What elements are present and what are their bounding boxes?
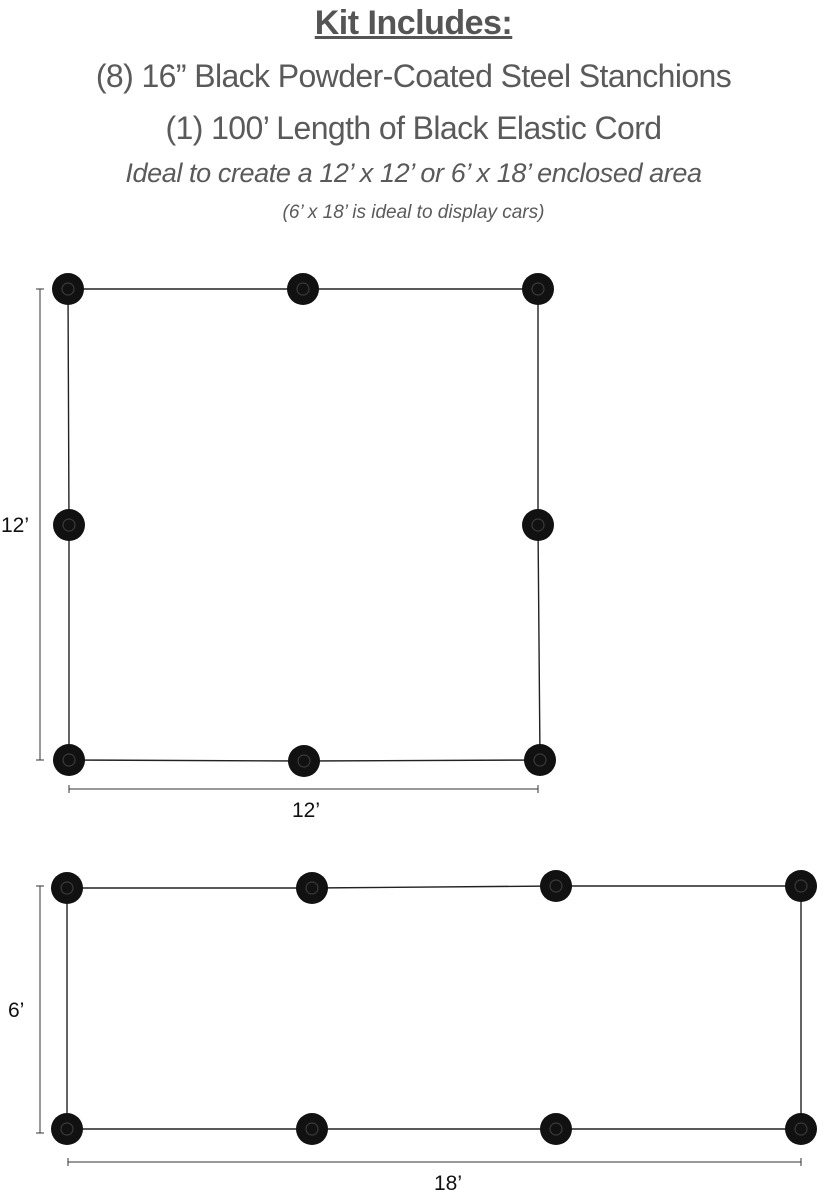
- rectangle-layout: [8, 886, 801, 1195]
- stanchion-base-icon: [53, 509, 85, 541]
- stanchion-base-icon: [296, 872, 328, 904]
- cars-note-line: (6’ x 18’ is ideal to display cars): [282, 202, 545, 223]
- stanchion-base-icon: [522, 509, 554, 541]
- stanchion-posts: [51, 273, 817, 1145]
- rectangle-cord: [67, 886, 801, 1129]
- stanchion-base-icon: [287, 273, 319, 305]
- stanchion-base-icon: [540, 1113, 572, 1145]
- rectangle-width-label: 18’: [434, 1172, 463, 1195]
- stanchion-base-icon: [51, 872, 83, 904]
- square-height-label: 12’: [1, 514, 30, 537]
- stanchion-base-icon: [51, 1113, 83, 1145]
- stanchion-base-icon: [785, 1113, 817, 1145]
- ideal-area-line: Ideal to create a 12’ x 12’ or 6’ x 18’ enclosed area: [125, 158, 702, 188]
- square-layout: [1, 289, 540, 822]
- stanchion-base-icon: [288, 745, 320, 777]
- stanchion-base-icon: [540, 870, 572, 902]
- rectangle-height-label: 6’: [8, 999, 25, 1022]
- square-cord: [68, 289, 540, 761]
- stanchion-base-icon: [524, 744, 556, 776]
- stanchion-base-icon: [53, 744, 85, 776]
- stanchion-base-icon: [522, 273, 554, 305]
- cord-line: (1) 100’ Length of Black Elastic Cord: [165, 110, 662, 146]
- stanchion-base-icon: [785, 870, 817, 902]
- stanchion-base-icon: [296, 1113, 328, 1145]
- square-width-label: 12’: [292, 799, 321, 822]
- stanchions-line: (8) 16” Black Powder-Coated Steel Stanchions: [95, 58, 732, 94]
- kit-title: Kit Includes:: [314, 4, 513, 42]
- stanchion-base-icon: [52, 273, 84, 305]
